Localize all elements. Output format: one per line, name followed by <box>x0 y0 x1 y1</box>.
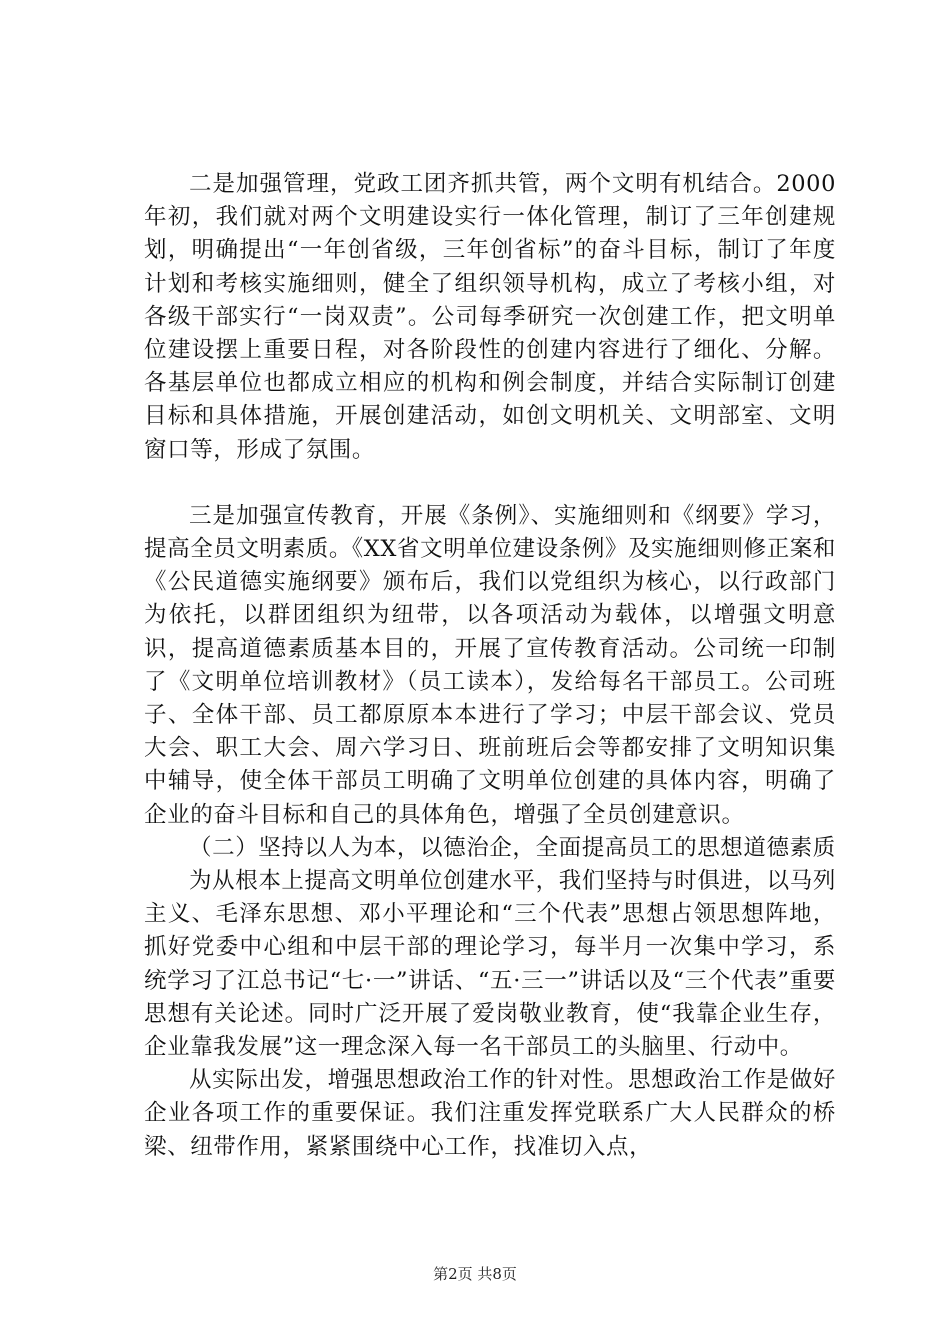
paragraph-publicity-education: 三是加强宣传教育，开展《条例》、实施细则和《纲要》学习，提高全员文明素质。《XX省文明单位建设条例》及实施细则修正案和《公民道德实施纲要》颁布后，我们以党组织为核心，以行政部门为依托，以群团组织为纽带，以各项活动为载体，以增强文明意识，提高道德素质基本目的，开展了宣传教育活动。公司统一印制了《文明单位培训教材》（员工读本），发给每名干部员工。公司班子、全体干部、员工都原原本本进行了学习；中层干部会议、党员大会、职工大会、周六学习日、班前班后会等都安排了文明知识集中辅导，使全体干部员工明确了文明单位创建的具体内容，明确了企业的奋斗目标和自己的具体角色，增强了全员创建意识。 <box>144 502 836 828</box>
paragraph-theory-study: 为从根本上提高文明单位创建水平，我们坚持与时俱进，以马列主义、毛泽东思想、邓小平理论和“三个代表”思想占领思想阵地，抓好党委中心组和中层干部的理论学习，每半月一次集中学习，系统学习了江总书记“七·一”讲话、“五·三一”讲话以及“三个代表”重要思想有关论述。同时广泛开展了爱岗敬业教育，使“我靠企业生存，企业靠我发展”这一理念深入每一名干部员工的头脑里、行动中。 <box>144 868 836 1061</box>
paragraph-management: 二是加强管理，党政工团齐抓共管，两个文明有机结合。2000年初，我们就对两个文明建设实行一体化管理，制订了三年创建规划，明确提出“一年创省级，三年创省标”的奋斗目标，制订了年度计划和考核实施细则，健全了组织领导机构，成立了考核小组，对各级干部实行“一岗双责”。公司每季研究一次创建工作，把文明单位建设摆上重要日程，对各阶段性的创建内容进行了细化、分解。各基层单位也都成立相应的机构和例会制度，并结合实际制订创建目标和具体措施，开展创建活动，如创文明机关、文明部室、文明窗口等，形成了氛围。 <box>144 171 836 463</box>
page-number-footer: 第2页 共8页 <box>433 1265 517 1283</box>
section-heading-people-oriented: （二）坚持以人为本，以德治企，全面提高员工的思想道德素质 <box>189 834 836 861</box>
document-body <box>144 168 836 1164</box>
paragraph-political-work: 从实际出发，增强思想政治工作的针对性。思想政治工作是做好企业各项工作的重要保证。我们注重发挥党联系广大人民群众的桥梁、纽带作用，紧紧围绕中心工作，找准切入点， <box>144 1067 836 1160</box>
